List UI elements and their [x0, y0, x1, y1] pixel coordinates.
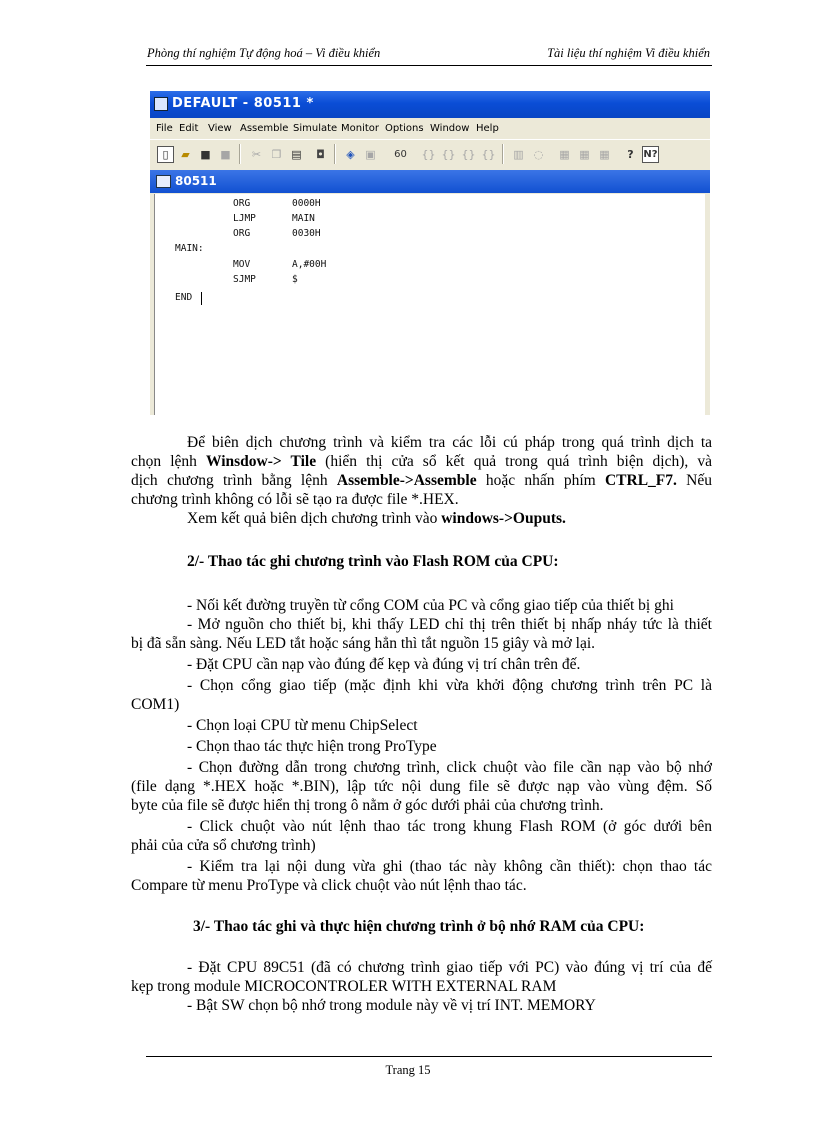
menu-edit[interactable]: Edit — [179, 123, 199, 134]
editor-title-text: 80511 — [175, 174, 217, 188]
code-op: LJMP — [233, 213, 256, 224]
menu-bar — [150, 119, 710, 139]
s2-line: bị đã sẵn sàng. Nếu LED tắt hoặc sáng hẳn thì tắt nguồn 15 giây và mở lại. — [131, 635, 596, 652]
text-bold: CTRL_F7. — [604, 472, 677, 489]
text-caret — [201, 292, 202, 305]
step-out-icon[interactable]: {} — [461, 148, 476, 161]
window-titlebar — [150, 91, 710, 118]
section3-heading: 3/- Thao tác ghi và thực hiện chương trình ở bộ nhớ RAM của CPU: — [193, 918, 645, 935]
window-icon[interactable]: ▦ — [559, 148, 570, 161]
code-arg: A,#00H — [292, 259, 327, 270]
run-icon[interactable]: {} — [481, 148, 496, 161]
code-op: ORG — [233, 198, 251, 209]
step-into-icon[interactable]: {} — [421, 148, 436, 161]
para1-line4: chương trình không có lỗi sẽ tạo ra được file *.HEX. — [131, 491, 459, 508]
s2-line: - Click chuột vào nút lệnh thao tác trong khung Flash ROM (ở góc dưới bên — [187, 818, 712, 835]
code-label: MAIN: — [175, 243, 204, 254]
section2-heading: 2/- Thao tác ghi chương trình vào Flash ROM của CPU: — [187, 553, 559, 570]
paste-icon[interactable]: ▤ — [291, 148, 302, 161]
para1-line5 — [187, 509, 566, 528]
text-bold: Assemble->Assemble — [336, 472, 477, 489]
s3-line: - Bật SW chọn bộ nhớ trong module này về vị trí INT. MEMORY — [187, 997, 596, 1014]
code-arg: MAIN — [292, 213, 315, 224]
text-bold: Winsdow-> Tile — [206, 453, 317, 470]
ide-screenshot — [150, 91, 710, 415]
build-icon[interactable]: ◘ — [316, 148, 325, 161]
s2-line: phải của cửa sổ chương trình) — [131, 837, 316, 854]
text-bold: windows->Ouputs. — [441, 510, 566, 527]
text-run: hoặc nhấn phím — [476, 472, 605, 489]
menu-monitor[interactable]: Monitor — [341, 123, 380, 134]
code-op: MOV — [233, 259, 251, 270]
s2-line: - Chọn loại CPU từ menu ChipSelect — [187, 717, 418, 734]
save-all-icon[interactable]: ■ — [220, 148, 231, 161]
s2-line: - Chọn cổng giao tiếp (mặc định khi vừa khởi động chương trình trên PC là — [187, 677, 712, 694]
code-op: ORG — [233, 228, 251, 239]
toolbar-separator — [502, 144, 504, 164]
menu-file[interactable]: File — [156, 123, 173, 134]
context-help-icon[interactable]: N? — [642, 146, 659, 163]
code-arg: $ — [292, 274, 298, 285]
s2-line: COM1) — [131, 696, 180, 713]
copy-icon[interactable]: ❐ — [271, 148, 282, 161]
para1-line1: Để biên dịch chương trình và kiểm tra các lỗi cú pháp trong quá trình dịch ta — [187, 434, 712, 451]
header-rule — [146, 65, 712, 66]
menu-view[interactable]: View — [208, 123, 232, 134]
open-folder-icon[interactable]: ▰ — [181, 148, 190, 161]
text-run: dịch chương trình bằng lệnh — [131, 472, 337, 489]
window3-icon[interactable]: ▦ — [599, 148, 610, 161]
watch-icon[interactable]: 60 — [394, 149, 407, 160]
s2-line: byte của file sẽ được hiển thị trong ô nằm ở góc dưới phải của chương trình. — [131, 797, 604, 814]
text-run: chọn lệnh — [131, 453, 206, 470]
window-title: DEFAULT - 80511 * — [172, 96, 314, 111]
s2-line: Compare từ menu ProType và click chuột vào nút lệnh thao tác. — [131, 877, 527, 894]
code-arg: 0000H — [292, 198, 321, 209]
step-over-icon[interactable]: {} — [441, 148, 456, 161]
code-editor[interactable] — [154, 194, 705, 415]
toolbar-separator — [334, 144, 336, 164]
s2-line: - Nối kết đường truyền từ cổng COM của PC và cổng giao tiếp của thiết bị ghi — [187, 597, 674, 614]
help-icon[interactable]: ? — [627, 148, 634, 161]
toolbar-separator — [239, 144, 241, 164]
s2-line: - Mở nguồn cho thiết bị, khi thấy LED chỉ thị trên thiết bị nhấp nháy tức là thiết — [187, 616, 712, 633]
code-label: END — [175, 292, 193, 303]
para1-line3 — [131, 471, 712, 490]
menu-help[interactable]: Help — [476, 123, 499, 134]
menu-window[interactable]: Window — [430, 123, 470, 134]
s3-line: kẹp trong module MICROCONTROLER WITH EXTERNAL RAM — [131, 978, 557, 995]
para1-line2 — [131, 452, 712, 471]
window2-icon[interactable]: ▦ — [579, 148, 590, 161]
footer-rule — [146, 1056, 712, 1057]
s2-line: - Kiểm tra lại nội dung vừa ghi (thao tác này không cần thiết): chọn thao tác — [187, 858, 712, 875]
document-icon — [156, 175, 171, 188]
running-header-left: Phòng thí nghiệm Tự động hoá – Vi điều khiển — [147, 46, 381, 60]
text-run: Xem kết quả biên dịch chương trình vào — [187, 510, 442, 527]
reset-icon[interactable]: ▥ — [513, 148, 524, 161]
running-header-right: Tài liệu thí nghiệm Vi điều khiển — [547, 46, 710, 60]
s2-line: - Chọn thao tác thực hiện trong ProType — [187, 738, 437, 755]
code-op: SJMP — [233, 274, 256, 285]
s3-line: - Đặt CPU 89C51 (đã có chương trình giao tiếp với PC) vào đúng vị trí của đế — [187, 959, 712, 976]
menu-options[interactable]: Options — [385, 123, 424, 134]
page-number: Trang 15 — [385, 1063, 431, 1077]
cut-icon[interactable]: ✂ — [251, 148, 262, 161]
s2-line: (file dạng *.HEX hoặc *.BIN), lập tức nội dung file sẽ được nạp vào vùng đệm. Số — [131, 778, 712, 795]
menu-assemble[interactable]: Assemble — [240, 123, 289, 134]
menu-simulate[interactable]: Simulate — [293, 123, 338, 134]
app-icon — [154, 97, 168, 111]
editor-window-title — [150, 170, 710, 193]
compile-icon[interactable]: ▣ — [365, 148, 376, 161]
s2-line: - Chọn đường dẫn trong chương trình, click chuột vào file cần nạp vào bộ nhớ — [187, 759, 712, 776]
save-icon[interactable]: ■ — [200, 148, 211, 161]
cpu-icon[interactable]: ◈ — [346, 148, 355, 161]
breakpoint-icon[interactable]: ◌ — [533, 148, 544, 161]
s2-line: - Đặt CPU cần nạp vào đúng đế kẹp và đúng vị trí chân trên đế. — [187, 656, 581, 673]
code-arg: 0030H — [292, 228, 321, 239]
new-file-icon[interactable]: ▯ — [157, 146, 174, 163]
text-run: Nếu — [676, 472, 712, 489]
text-run: (hiển thị cửa sổ kết quả trong quá trình biện dịch), và — [316, 453, 712, 470]
toolbar — [150, 139, 710, 171]
